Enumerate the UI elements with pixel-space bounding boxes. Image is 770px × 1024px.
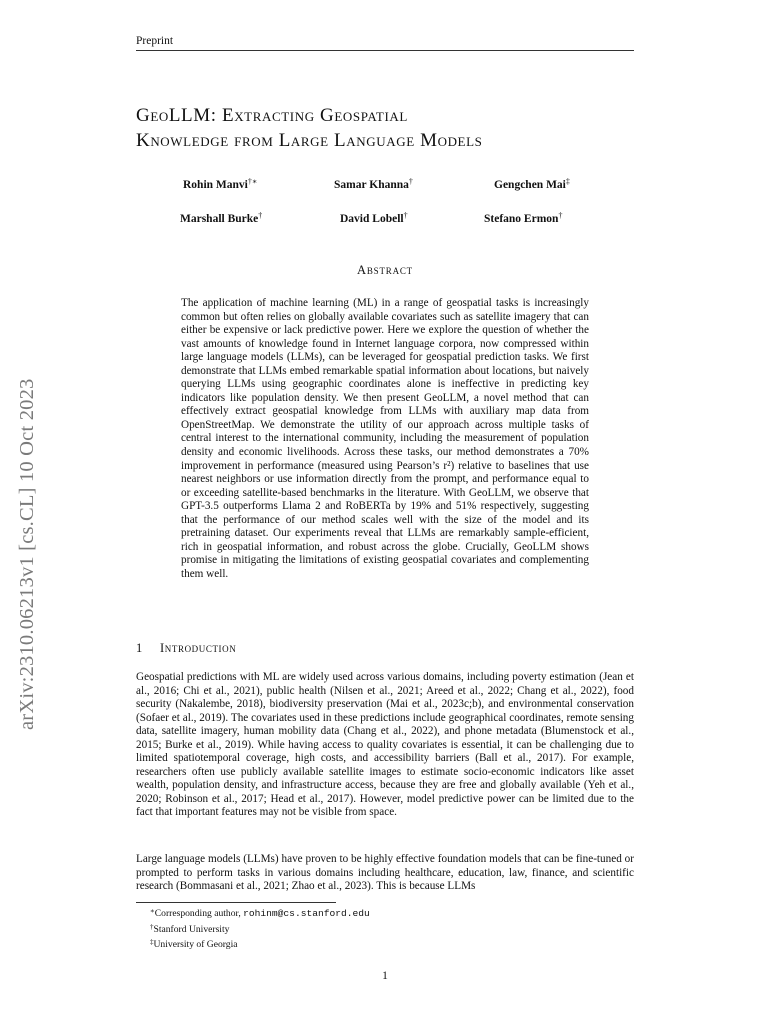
footnote-text: University of Georgia xyxy=(153,939,238,951)
abstract-body: The application of machine learning (ML) in a range of geospatial tasks is increasingly common but often relies on globally available covariates such as satellite imagery that can either be expensive or lack predictive power. Here we explore the question of whether the vast amounts of knowledge found in Internet language corpora, now compressed within large language models (LLMs), can be leveraged for geospatial prediction tasks. We first demonstrate that LLMs embed remarkable spatial information about locations, but naively querying LLMs using geographic coordinates alone is ineffective in predicting key indicators like population density. We then present GeoLLM, a novel method that can effectively extract geospatial knowledge from LLMs with auxiliary map data from OpenStreetMap. We demonstrate the utility of our approach across multiple tasks of central interest to the international community, including the measurement of population density and economic livelihoods. Across these tasks, our method demonstrates a 70% improvement in performance (measured using Pearson’s r²) relative to baselines that use nearest neighbors or use information directly from the prompt, and performance equal to or exceeding satellite-based benchmarks in the literature. With GeoLLM, we observe that GPT-3.5 outperforms Llama 2 and RoBERTa by 19% and 51% respectively, suggesting that the performance of our method scales well with the size of the model and its pretraining dataset. Our experiments reveal that LLMs are remarkably sample-efficient, rich in geospatial information, and robust across the globe. Crucially, GeoLLM shows promise in mitigating the limitations of existing geospatial covariates and complementing them well. xyxy=(181,297,589,580)
title-line-1: GeoLLM: Extracting Geospatial xyxy=(136,105,408,126)
author-affiliation-mark: † xyxy=(408,177,413,186)
author-name: Gengchen Mai xyxy=(494,179,566,191)
footnote-corresponding-author xyxy=(136,905,370,921)
arxiv-identifier-stamp: arXiv:2310.06213v1 [cs.CL] 10 Oct 2023 xyxy=(16,378,38,730)
footnote-stanford xyxy=(136,921,370,937)
author-4 xyxy=(180,211,262,225)
footnote-text: Stanford University xyxy=(153,923,230,935)
section-title: Introduction xyxy=(160,641,237,655)
page-number: 1 xyxy=(382,970,388,982)
footnote-text: Corresponding author, xyxy=(154,908,244,919)
author-affiliation-mark: † xyxy=(558,211,563,220)
footnote-rule xyxy=(136,902,336,903)
footnote-mark: ∗ xyxy=(150,907,155,915)
author-name: Marshall Burke xyxy=(180,213,259,225)
author-name: Rohin Manvi xyxy=(183,179,248,191)
author-name: David Lobell xyxy=(340,213,404,225)
footnote-mark: ‡ xyxy=(150,938,154,947)
footnotes xyxy=(136,905,370,952)
running-header: Preprint xyxy=(136,35,174,47)
author-5 xyxy=(340,211,408,225)
author-affiliation-mark: † xyxy=(403,211,408,220)
abstract-heading: Abstract xyxy=(357,263,413,277)
intro-paragraph-2: Large language models (LLMs) have proven to be highly effective foundation models that can be fine-tuned or prompted to perform tasks in various domains including healthcare, education, law, finance, and scientific research (Bommasani et al., 2021; Zhao et al., 2023). This is because LLMs xyxy=(136,853,634,893)
author-affiliation-mark: † xyxy=(258,211,263,220)
footnote-mark: † xyxy=(150,922,154,931)
author-name: Samar Khanna xyxy=(334,179,409,191)
author-3 xyxy=(494,177,570,191)
footnote-georgia xyxy=(136,936,370,952)
author-6 xyxy=(484,211,562,225)
author-name: Stefano Ermon xyxy=(484,213,559,225)
author-affiliation-mark: ‡ xyxy=(565,177,570,186)
header-rule xyxy=(136,50,634,51)
author-2 xyxy=(334,177,413,191)
section-heading xyxy=(136,641,236,656)
section-number: 1 xyxy=(136,641,143,655)
footnote-email-link[interactable]: rohinm@cs.stanford.edu xyxy=(243,908,370,919)
intro-paragraph-1: Geospatial predictions with ML are widely used across various domains, including poverty estimation (Jean et al., 2016; Chi et al., 2021), public health (Nilsen et al., 2021; Areed et al., 2022; Chang et al., 2022), food security (Nakalembe, 2018), biodiversity preservation (Mai et al., 2023c;b), and environmental conservation (Sofaer et al., 2019). The covariates used in these predictions include geographical coordinates, remote sensing data, satellite imagery, human mobility data (Chang et al., 2022), and phone metadata (Blumenstock et al., 2015; Burke et al., 2019). While having access to quality covariates is essential, it can be challenging due to limited spatiotemporal coverage, high costs, and accessibility barriers (Ball et al., 2017). For example, researchers often use publicly available satellite images to estimate socio-economic indicators like asset wealth, population density, and infrastructure access, because they are free and globally available (Yeh et al., 2020; Robinson et al., 2017; Head et al., 2017). However, model predictive power can be limited due to the fact that important features may not be visible from space. xyxy=(136,671,634,819)
paper-title xyxy=(136,103,656,153)
title-line-2: Knowledge from Large Language Models xyxy=(136,130,483,151)
author-affiliation-mark: †∗ xyxy=(247,177,258,186)
author-1 xyxy=(183,177,257,191)
